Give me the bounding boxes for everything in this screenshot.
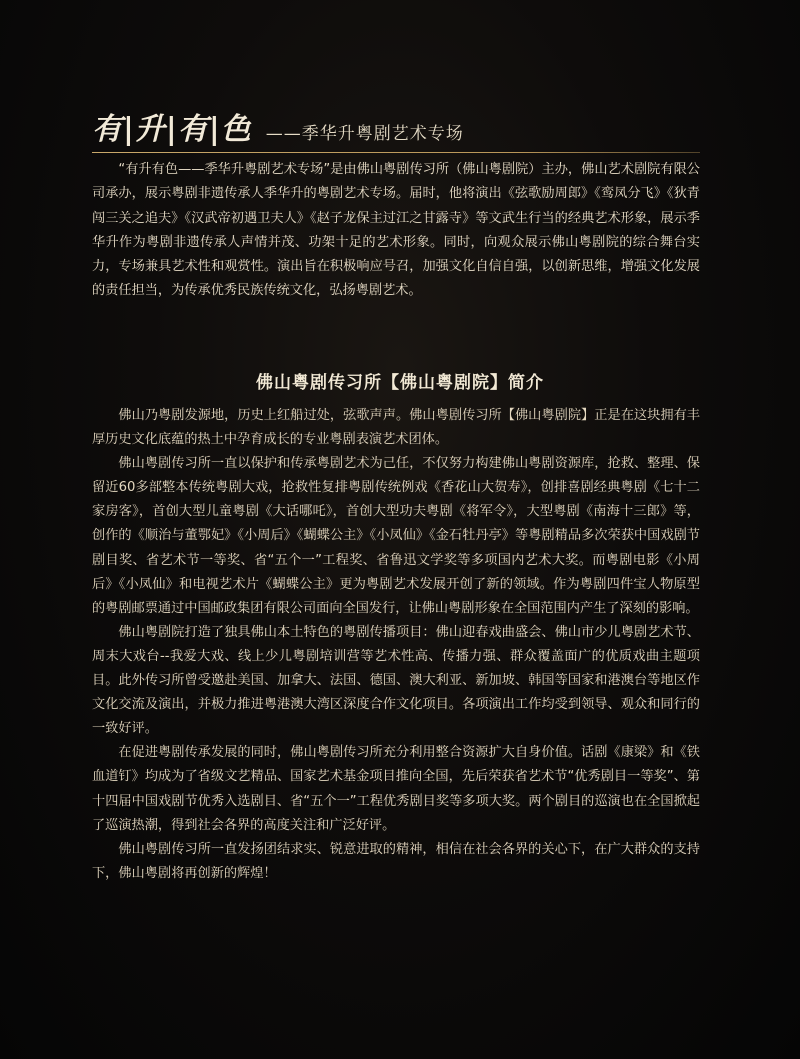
section-paragraph-5: 佛山粤剧传习所一直发扬团结求实、锐意进取的精神，相信在社会各界的关心下，在广大群众的支持下，佛山粤剧将再创新的辉煌！ [92, 841, 700, 881]
page-subtitle: ——季华升粤剧艺术专场 [265, 124, 464, 144]
section-paragraph-4: 在促进粤剧传承发展的同时，佛山粤剧传习所充分利用整合资源扩大自身价值。话剧《康梁》和《铁血道钉》均成为了省级文艺精品、国家艺术基金项目推向全国，先后荣获省艺术节“优秀剧目一等奖”、第十四届中国戏剧节优秀入选剧目、省“五个一”工程优秀剧目奖等多项大奖。两个剧目的巡演也在全国掀起了巡演热潮，得到社会各界的高度关注和广泛好评。 [92, 745, 700, 833]
title-row [92, 104, 700, 148]
header [92, 104, 700, 153]
section-paragraph-2: 佛山粤剧传习所一直以保护和传承粤剧艺术为己任，不仅努力构建佛山粤剧资源库，抢救、整理、保留近60多部整本传统粤剧大戏，抢救性复排粤剧传统例戏《香花山大贺寿》，创排喜剧经典粤剧《七十二家房客》，首创大型儿童粤剧《大话哪吒》，首创大型功夫粤剧《将军令》，大型粤剧《南海十三郎》等，创作的《顺治与董鄂妃》《小周后》《蝴蝶公主》《小凤仙》《金石牡丹亭》等粤剧精品多次荣获中国戏剧节剧目奖、省艺术节一等奖、省“五个一”工程奖、省鲁迅文学奖等多项国内艺术大奖。而粤剧电影《小周后》《小凤仙》和电视艺术片《蝴蝶公主》更为粤剧艺术发展开创了新的领域。作为粤剧四件宝人物原型的粤剧邮票通过中国邮政集团有限公司面向全国发行，让佛山粤剧形象在全国范围内产生了深刻的影响。 [92, 456, 700, 616]
section-paragraph-3: 佛山粤剧院打造了独具佛山本土特色的粤剧传播项目：佛山迎春戏曲盛会、佛山市少儿粤剧艺术节、周末大戏台--我爱大戏、线上少儿粤剧培训营等艺术性高、传播力强、群众覆盖面广的优质戏曲主题项目。此外传习所曾受邀赴美国、加拿大、法国、德国、澳大利亚、新加坡、韩国等国家和港澳台等地区作文化交流及演出，并极力推进粤港澳大湾区深度合作文化项目。各项演出工作均受到领导、观众和同行的一致好评。 [92, 624, 700, 737]
section-paragraph-1: 佛山乃粤剧发源地，历史上红船过处，弦歌声声。佛山粤剧传习所【佛山粤剧院】正是在这块拥有丰厚历史文化底蕴的热土中孕育成长的专业粤剧表演艺术团体。 [92, 408, 700, 448]
intro-paragraph: “有升有色——季华升粤剧艺术专场”是由佛山粤剧传习所（佛山粤剧院）主办，佛山艺术剧院有限公司承办，展示粤剧非遗传承人季华升的粤剧艺术专场。届时，他将演出《弦歌励周郎》《鸾凤分飞》《狄青闯三关之追夫》《汉武帝初遇卫夫人》《赵子龙保主过江之甘露寺》等文武生行当的经典艺术形象，展示季华升作为粤剧非遗传承人声情并茂、功架十足的艺术形象。同时，向观众展示佛山粤剧院的综合舞台实力，专场兼具艺术性和观赏性。演出旨在积极响应号召，加强文化自信自强，以创新思维，增强文化发展的责任担当，为传承优秀民族传统文化，弘扬粤剧艺术。 [92, 162, 700, 299]
section-title: 佛山粤剧传习所【佛山粤剧院】简介 [256, 373, 544, 393]
section-body [92, 404, 700, 886]
page-title: 有|升|有|色 [92, 112, 252, 147]
title-divider [92, 152, 700, 153]
